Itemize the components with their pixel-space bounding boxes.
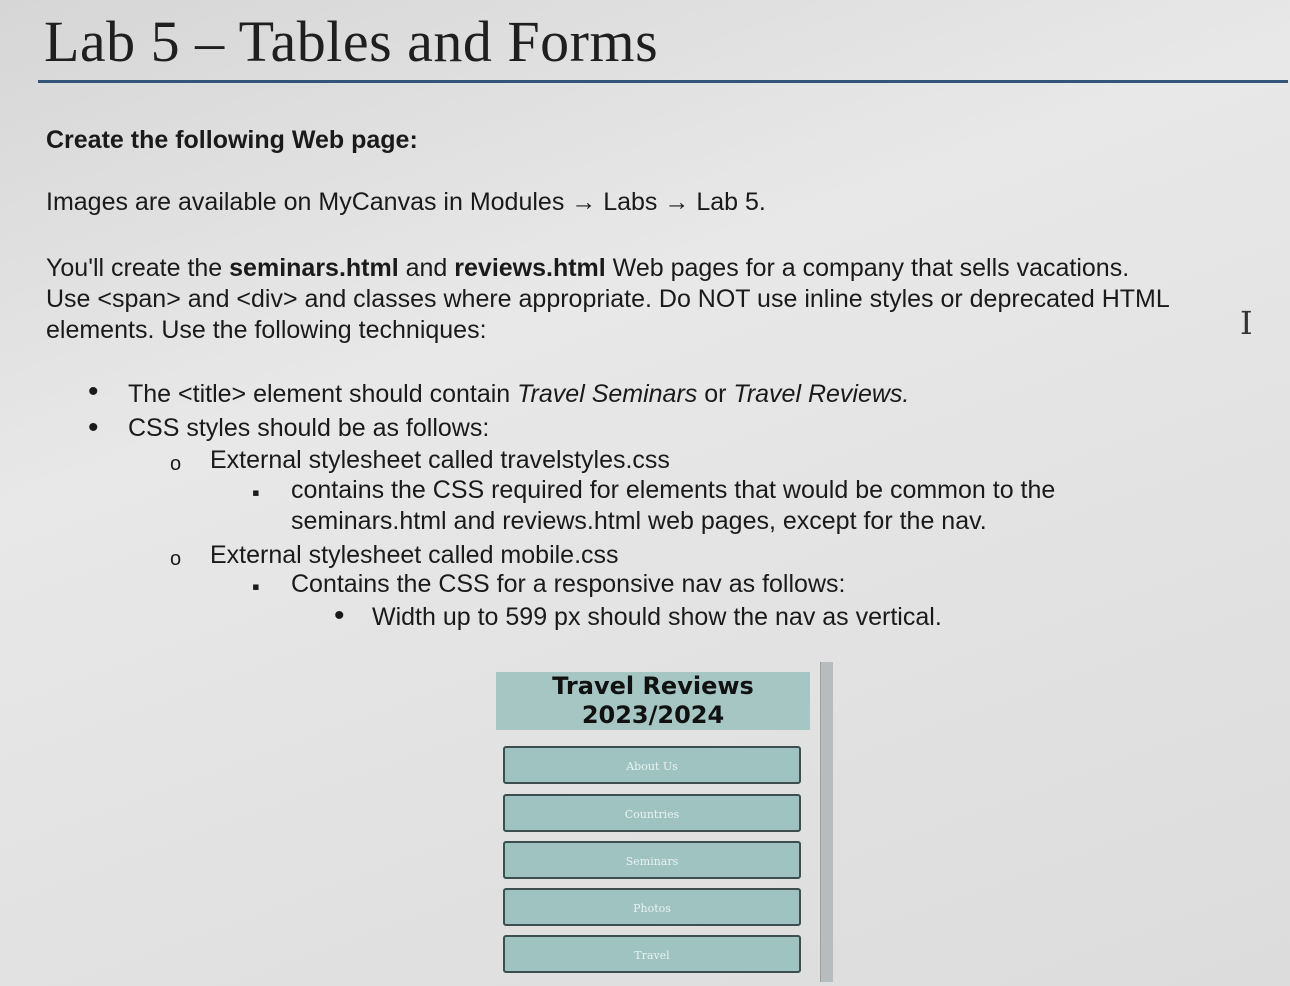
intro-line-2: Use <span> and <div> and classes where appropriate. Do NOT use inline styles or deprecated HTML <box>46 285 1170 313</box>
ext2-subsub: Width up to 599 px should show the nav as vertical. <box>372 603 942 631</box>
title-bullet <box>128 378 909 410</box>
ext-stylesheet-2: External stylesheet called mobile.css <box>210 541 619 569</box>
intro-line-1 <box>46 252 1129 284</box>
intro-text: You'll create the <box>46 254 230 282</box>
intro-text: and <box>398 254 455 282</box>
ext1-sub-line-1: contains the CSS required for elements that would be common to the <box>291 476 1056 504</box>
nav-mock-item: Countries <box>503 794 801 832</box>
intro-text: Web pages for a company that sells vacations. <box>605 254 1130 282</box>
circle-bullet-icon <box>170 446 181 480</box>
create-heading: Create the following Web page: <box>46 126 418 154</box>
italic-text: Travel Seminars <box>517 380 698 408</box>
intro-line-3: elements. Use the following techniques: <box>46 316 487 344</box>
bullet-icon <box>88 412 99 445</box>
bullet-text: The <title> element should contain <box>128 380 518 408</box>
nav-mock-item: About Us <box>503 746 801 784</box>
nav-mock-item: Photos <box>503 888 801 926</box>
nav-mock-item: Seminars <box>503 841 801 879</box>
text-cursor-icon: I <box>1240 304 1253 342</box>
nav-mock-item: Travel <box>503 935 801 973</box>
seminars-file: seminars.html <box>229 254 399 282</box>
nav-mock-scrollbar <box>820 662 833 982</box>
square-bullet-icon <box>252 570 260 603</box>
ext2-sub: Contains the CSS for a responsive nav as follows: <box>291 570 846 598</box>
bullet-icon <box>334 600 345 633</box>
bullet-icon <box>88 376 99 409</box>
ext1-sub-line-2: seminars.html and reviews.html web pages, except for the nav. <box>291 507 987 535</box>
reviews-file: reviews.html <box>454 254 606 282</box>
nav-mock-header <box>496 672 810 730</box>
nav-mock-title: Travel Reviews <box>552 672 754 700</box>
circle-bullet-icon <box>170 541 181 575</box>
square-bullet-icon <box>252 476 260 509</box>
css-bullet: CSS styles should be as follows: <box>128 414 490 442</box>
nav-mock-year: 2023/2024 <box>581 701 725 729</box>
images-note: Images are available on MyCanvas in Modules → Labs → Lab 5. <box>46 188 766 216</box>
italic-text: Travel Reviews. <box>733 380 910 408</box>
bullet-text: or <box>697 380 734 408</box>
title-underline <box>38 80 1288 83</box>
page-title: Lab 5 – Tables and Forms <box>44 9 659 74</box>
ext-stylesheet-1: External stylesheet called travelstyles.css <box>210 446 670 474</box>
